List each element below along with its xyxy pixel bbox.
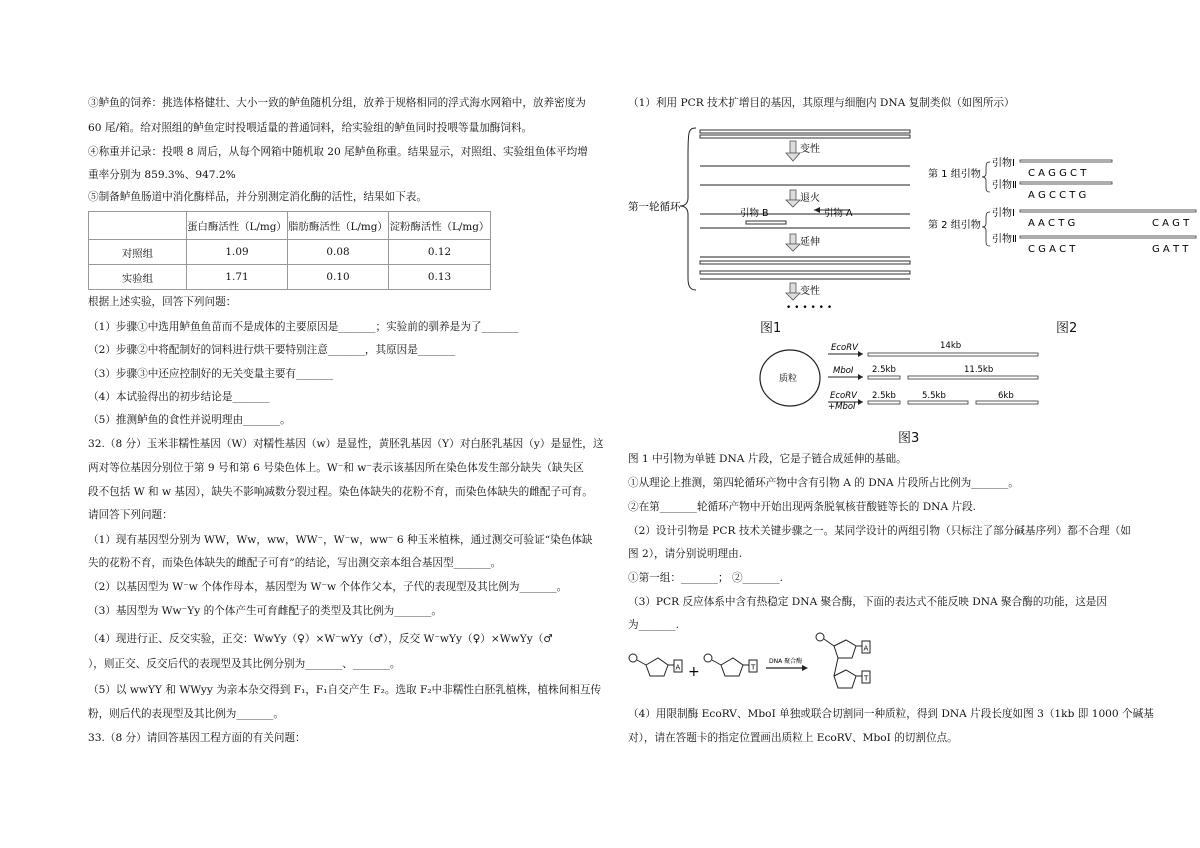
enzyme-table [88, 211, 491, 290]
anneal-arrow-head-icon [786, 200, 800, 207]
fragment-2-5kb-label: 2.5kb [872, 391, 896, 401]
table-cell: 实验组 [89, 265, 187, 290]
problem-32-line4: 请回答下列问题： [88, 509, 173, 521]
base-a: A [675, 663, 681, 672]
phosphate-icon [704, 654, 712, 662]
product-base-t: T [864, 674, 869, 683]
question-3: （3）步骤③中还应控制好的无关变量主要有_______ [88, 368, 334, 380]
sugar-icon [646, 658, 668, 676]
bond-line [637, 660, 646, 665]
dna-strand-bottom [700, 135, 910, 138]
question-2: （2）步骤②中将配制好的饲料进行烘干要特别注意_______，其原因是_______ [88, 344, 455, 356]
fragment-2-5kb [868, 376, 900, 379]
denature-arrow-icon [790, 141, 796, 153]
g2-primer1-seq-b: C A G T [1152, 218, 1190, 229]
new-strand [700, 271, 910, 274]
arrow-head-icon [858, 399, 863, 405]
bond-line [834, 658, 838, 676]
table-cell: 1.09 [187, 240, 288, 265]
figure-2-caption: 图2 [1056, 321, 1078, 336]
primer-bar [1020, 210, 1196, 212]
g2-primer2-seq-b: G A T T [1152, 244, 1189, 255]
sugar-icon [834, 670, 856, 688]
base-t: T [751, 663, 756, 672]
ecorv-mboi-label-2: +MboI [828, 402, 856, 412]
table-header-cell: 淀粉酶活性（L/mg） [389, 212, 491, 240]
problem-32-q5-line2: 粉，则后代的表现型及其比例为_______。 [88, 708, 284, 720]
product-base-a: A [863, 644, 869, 653]
figure-1-caption: 图1 [760, 321, 782, 336]
step3-line1: ③鲈鱼的饲养：挑选体格健壮、大小一致的鲈鱼随机分组，放养于规格相同的浮式海水网箱中，放养密度为 [88, 97, 586, 109]
primer-a-arrow-head-icon [814, 207, 820, 213]
denature2-arrow-icon [790, 283, 796, 293]
fragment-14kb-label: 14kb [940, 341, 962, 351]
phosphate-icon [816, 633, 824, 641]
g2-primer1-seq-a: A A C T G [1028, 218, 1076, 229]
bond-line [712, 660, 721, 665]
table-row [89, 240, 491, 265]
dna-strand-top [700, 130, 910, 133]
right-question-4-line2: 对），请在答题卡的指定位置画出质粒上 EcoRV、MboI 的切割位点。 [628, 732, 958, 744]
table-row [89, 265, 491, 290]
problem-32-q3: （3）基因型为 Ww⁻Yy 的个体产生可育雌配子的类型及其比例为_______。 [88, 605, 442, 617]
fragment-2-5kb [868, 401, 900, 404]
step4-line2: 重率分别为 859.3%、947.2% [88, 169, 236, 181]
denature-label: 变性 [800, 144, 820, 155]
question-5: （5）推测鲈鱼的食性并说明理由_______。 [88, 414, 291, 426]
bond-line [824, 639, 834, 646]
extend-arrow-icon [790, 234, 796, 244]
denature2-arrow-head-icon [786, 293, 800, 300]
fragment-5-5kb [908, 401, 968, 404]
primer-2-label: 引物Ⅱ [992, 180, 1017, 191]
table-header-cell [89, 212, 187, 240]
primer-b-label: 引物 B [740, 208, 769, 219]
step3-line2: 60 尾/箱。给对照组的鲈鱼定时投喂适量的普通饲料，给实验组的鲈鱼同时投喂等量加酶饲料。 [88, 122, 533, 134]
arrow-head-icon [858, 374, 863, 380]
table-cell: 0.12 [389, 240, 491, 265]
right-question-3-line1: （3）PCR 反应体系中含有热稳定 DNA 聚合酶，下面的表达式不能反映 DNA 聚合酶的功能，这是因 [628, 596, 1107, 608]
primer-b-bar [746, 221, 786, 224]
sugar-icon [834, 640, 856, 658]
first-cycle-label: 第一轮循环 [628, 201, 681, 213]
enzyme-label: DNA 聚合酶 [769, 658, 803, 665]
right-question-1: （1）利用 PCR 技术扩增目的基因，其原理与细胞内 DNA 复制类似（如图所示） [628, 97, 1015, 109]
fragment-11-5kb [908, 376, 1038, 379]
fragment-2-5kb-label: 2.5kb [872, 365, 896, 375]
table-cell: 0.10 [288, 265, 389, 290]
right-question-2-answer: ①第一组：_______； ②_______. [628, 572, 784, 584]
step4-line1: ④称重并记录：投喂 8 周后，从每个网箱中随机取 20 尾鲈鱼称重。结果显示，对照组、实验组鱼体平均增 [88, 146, 588, 158]
problem-32-q1-line2: 失的花粉不育，而染色体缺失的雌配子可育”的结论，写出测交亲本组合基因型_______。 [88, 557, 502, 569]
primer-1-label: 引物Ⅰ [992, 208, 1015, 219]
continuation-dots: • • • • • • [786, 303, 833, 313]
anneal-label: 退火 [800, 193, 820, 204]
phosphate-icon [629, 654, 637, 662]
plasmid-label: 质粒 [779, 374, 798, 384]
primer-2-label: 引物Ⅱ [992, 234, 1017, 245]
table-cell: 对照组 [89, 240, 187, 265]
right-question-2-line1: （2）设计引物是 PCR 技术关键步骤之一。某同学设计的两组引物（只标注了部分碱基序列）都不合理（如 [628, 525, 1131, 537]
sub-question-2: ②在第_______轮循环产物中开始出现两条脱氧核苷酸链等长的 DNA 片段. [628, 501, 977, 513]
mboi-label: MboI [833, 366, 854, 376]
denature2-label: 变性 [800, 286, 820, 297]
primer-a-label: 引物 A [824, 208, 853, 219]
table-header-cell: 蛋白酶活性（L/mg） [187, 212, 288, 240]
primer-bar [1020, 182, 1112, 184]
extend-arrow-head-icon [786, 244, 800, 251]
table-header-row [89, 212, 491, 240]
fragment-5-5kb-label: 5.5kb [922, 391, 946, 401]
fragment-6kb [976, 401, 1038, 404]
step5: ⑤制备鲈鱼肠道中消化酶样品，并分别测定消化酶的活性，结果如下表。 [88, 191, 427, 203]
right-question-4-line1: （4）用限制酶 EcoRV、MboI 单独或联合切割同一种质粒，得到 DNA 片段长度如图 3（1kb 即 1000 个碱基 [628, 708, 1154, 720]
g2-primer2-seq-a: C G A C T [1028, 244, 1076, 255]
g1-primer1-seq: C A G G C T [1028, 168, 1087, 179]
problem-32-q4-line1: （4）现进行正、反交实验，正交：WwYy（♀）×W⁻wYy（♂），反交 W⁻wYy（♀）×WwYy（♂ [88, 633, 553, 645]
ecorv-label: EcoRV [831, 343, 858, 353]
fragment-6kb-label: 6kb [998, 391, 1014, 401]
cycle-brace [680, 128, 696, 290]
primer-note: 图 1 中引物为单链 DNA 片段，它是子链合成延伸的基础。 [628, 453, 907, 465]
reaction-arrow-head-icon [802, 665, 808, 671]
problem-32-q4-line2: ），则正交、反交后代的表现型及其比例分别为_______、_______。 [88, 658, 401, 670]
group-1-label: 第 1 组引物 [928, 169, 981, 180]
group-2-label: 第 2 组引物 [928, 220, 981, 231]
denature-arrow-head-icon [786, 153, 800, 161]
g1-primer2-seq: A G C C T G [1028, 190, 1087, 201]
right-question-3-line2: 为_______. [628, 619, 680, 631]
plus-sign: + [688, 664, 700, 680]
figure-4-polymerase-reaction [628, 632, 888, 702]
question-1: （1）步骤①中选用鲈鱼鱼苗而不是成体的主要原因是_______；实验前的驯养是为了_______ [88, 321, 519, 333]
fragment-11-5kb-label: 11.5kb [964, 365, 994, 375]
figure-3-caption: 图3 [898, 431, 920, 446]
table-cell: 1.71 [187, 265, 288, 290]
arrow-head-icon [858, 351, 863, 357]
questions-intro: 根据上述实验，回答下列问题： [88, 296, 237, 308]
right-question-2-line2: 图 2），请分别说明理由. [628, 548, 743, 560]
figure-2-primers [928, 150, 1198, 290]
primer-1-label: 引物Ⅰ [992, 158, 1015, 169]
primer-bar [1020, 236, 1196, 238]
problem-32-line2: 两对等位基因分别位于第 9 号和第 6 号染色体上。W⁻和 w⁻表示该基因所在染色体发生部分缺失（缺失区 [88, 462, 584, 474]
problem-33: 33.（8 分）请回答基因工程方面的有关问题： [88, 732, 306, 744]
problem-32-q2: （2）以基因型为 W⁻w 个体作母本，基因型为 W⁻w 个体作父本，子代的表现型及其比例为_______。 [88, 581, 568, 593]
table-cell: 0.13 [389, 265, 491, 290]
figure-1-pcr-cycle [628, 118, 918, 318]
ecorv-mboi-label: EcoRV [830, 391, 857, 401]
table-cell: 0.08 [288, 240, 389, 265]
problem-32-q5-line1: （5）以 wwYY 和 WWyy 为亲本杂交得到 F₁，F₁自交产生 F₂。选取 F₂中非糯性白胚乳植株，植株间相互传 [88, 684, 602, 696]
extend-label: 延伸 [800, 237, 820, 248]
sugar-icon [721, 658, 743, 676]
group-2-brace [982, 212, 990, 246]
problem-32-line1: 32.（8 分）玉米非糯性基因（W）对糯性基因（w）是显性，黄胚乳基因（Y）对白胚乳基因（y）是显性，这 [88, 438, 604, 450]
primer-bar [1020, 160, 1112, 162]
question-4: （4）本试验得出的初步结论是_______ [88, 391, 270, 403]
fragment-14kb [868, 353, 1038, 356]
problem-32-line3: 段不包括 W 和 w 基因），缺失不影响减数分裂过程。染色体缺失的花粉不育，而染色体缺失的雌配子可育。 [88, 486, 593, 498]
new-strand [700, 261, 910, 264]
figure-3-plasmid [758, 338, 1058, 428]
problem-32-q1-line1: （1）现有基因型分别为 WW，Ww，ww，WW⁻，W⁻w，ww⁻ 6 种玉米植株，通过测交可验证“染色体缺 [88, 534, 593, 546]
table-header-cell: 脂肪酶活性（L/mg） [288, 212, 389, 240]
anneal-arrow-icon [790, 190, 796, 200]
group-1-brace [982, 162, 990, 192]
sub-question-1: ①从理论上推测，第四轮循环产物中含有引物 A 的 DNA 片段所占比例为_______。 [628, 477, 1019, 489]
